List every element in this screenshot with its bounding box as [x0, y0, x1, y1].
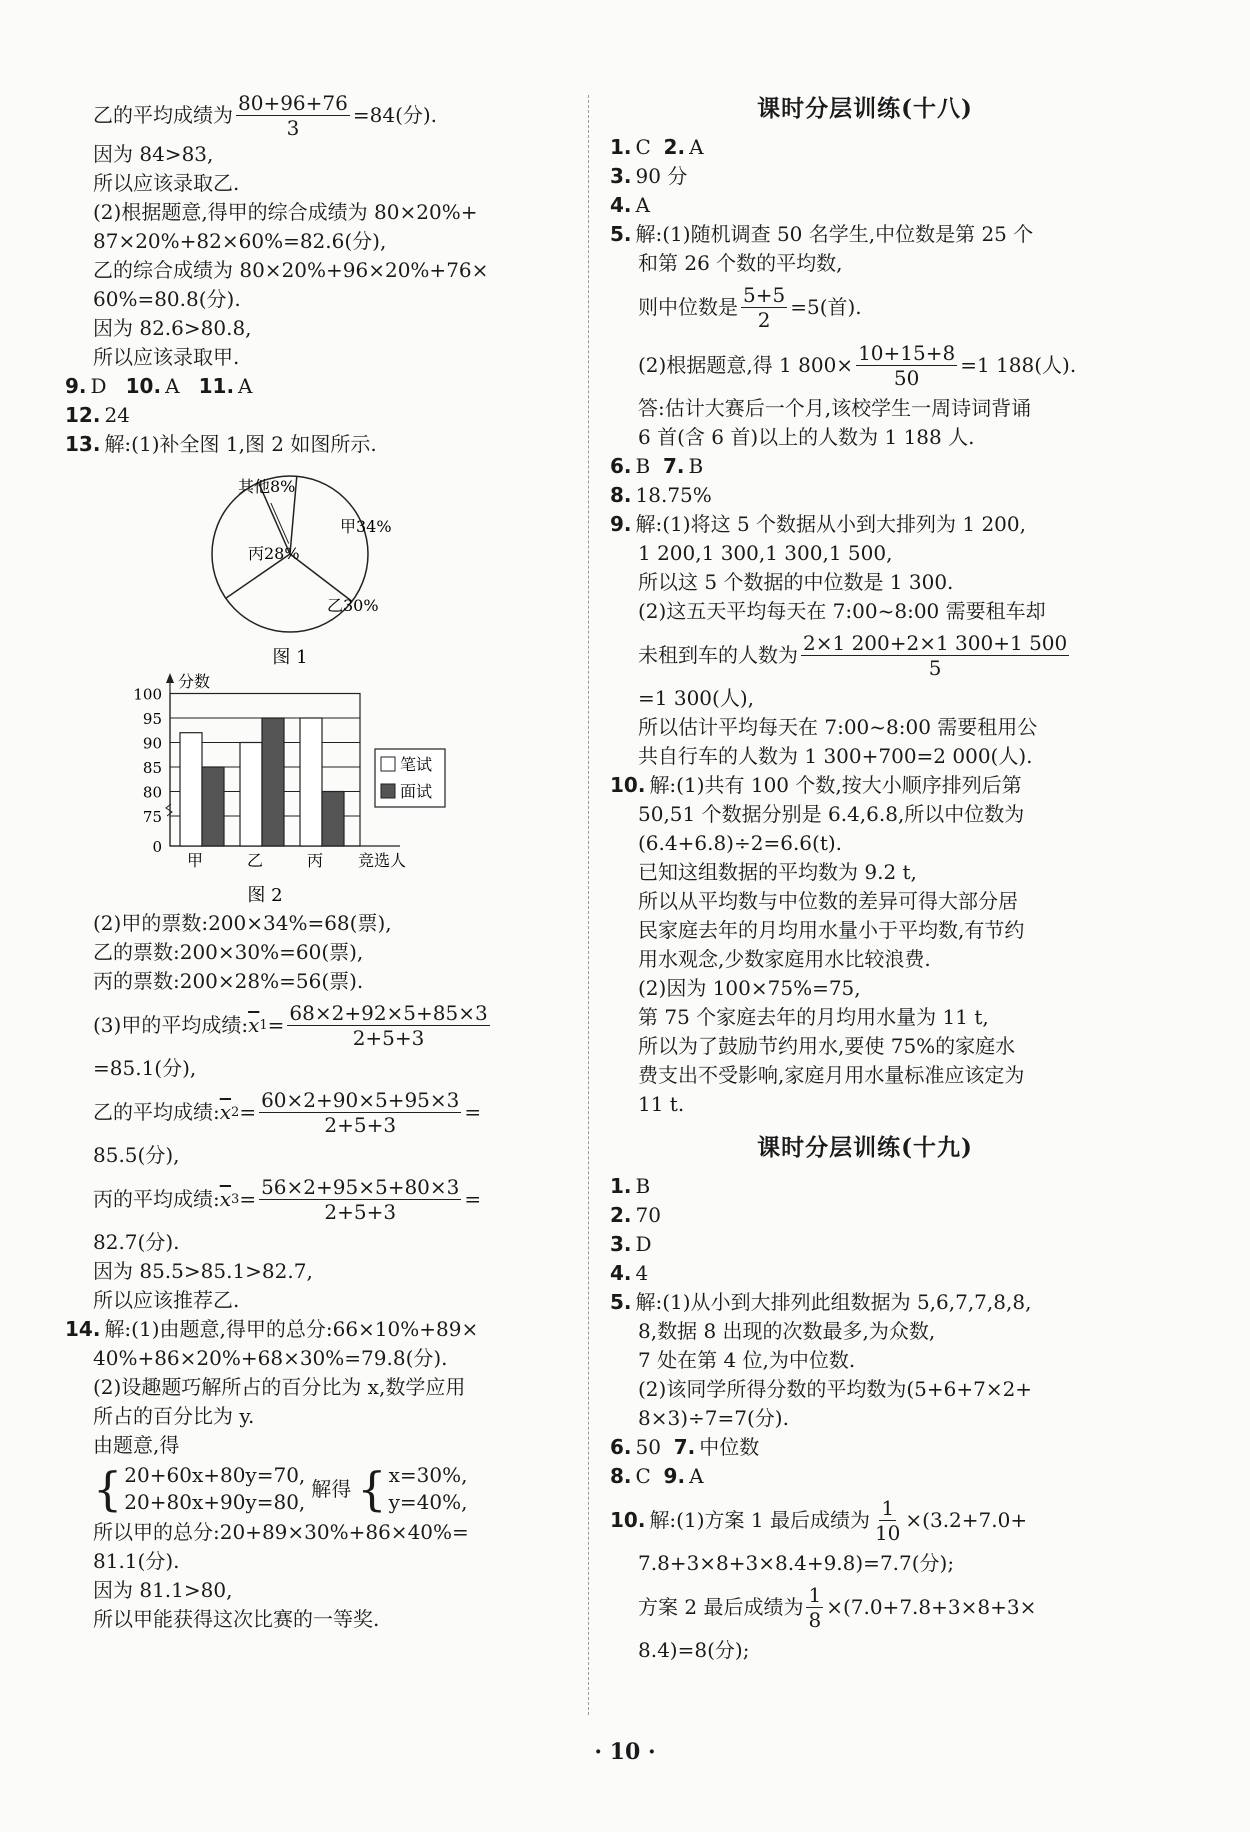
answer-13: 13. 解:(1)补全图 1,图 2 如图所示.	[65, 432, 377, 456]
answer-line: 共自行车的人数为 1 300+700=2 000(人).	[638, 744, 1033, 768]
answer-line: (2)根据题意,得甲的综合成绩为 80×20%+	[93, 200, 478, 224]
answer-line: 1 200,1 300,1 300,1 500,	[638, 541, 893, 565]
answer-line: 50,51 个数据分别是 6.4,6.8,所以中位数为	[638, 802, 1025, 826]
x-tick-label: 丙	[306, 851, 324, 870]
x-axis-label: 竞选人	[358, 851, 407, 870]
bar-interview	[262, 718, 284, 846]
answers-1-2: 1. C 2. A	[610, 135, 704, 159]
y-axis-label: 分数	[178, 672, 211, 691]
legend-label: 面试	[400, 782, 433, 801]
answer-2: 2. 70	[610, 1203, 661, 1227]
page-number: · 10 ·	[594, 1739, 656, 1765]
answer-line: 8.4)=8(分);	[638, 1638, 750, 1662]
text: =84(分).	[352, 102, 438, 127]
answer-line: 11 t.	[638, 1092, 685, 1116]
answer-line	[65, 90, 565, 140]
fraction: $\frac{1}{8}$	[808, 1582, 822, 1632]
answer-line: (2)根据题意,得 1 800× $\frac{10+15+8}{50}$ =1 188(人).	[638, 340, 1077, 390]
y-tick-label: 80	[142, 783, 162, 802]
answer-line: (2)甲的票数:200×34%=68(票),	[93, 911, 392, 935]
answer-line: 60%=80.8(分).	[93, 287, 241, 311]
fraction: $\frac{10+15+8}{50}$	[858, 340, 956, 390]
answer-line: 所以应该录取乙.	[93, 171, 240, 195]
answer-line: 所以这 5 个数据的中位数是 1 300.	[638, 570, 954, 594]
answer-line: 81.1(分).	[93, 1549, 180, 1573]
answer-line: (2)设趣题巧解所占的百分比为 x,数学应用	[93, 1375, 466, 1399]
answer-line: 则中位数是 $\frac{5+5}{2}$ =5(首).	[638, 282, 862, 332]
answer-line: 费支出不受影响,家庭月用水量标准应该定为	[638, 1063, 1025, 1087]
x-tick-label: 甲	[186, 851, 204, 870]
mean-line-2: 乙的平均成绩: $\overline{x}$ 2 = $\frac{60\times 2+90\times 5+95\times 3}{2+5+3}$ =	[93, 1087, 482, 1137]
answer-line: 所以甲能获得这次比赛的一等奖.	[93, 1607, 380, 1631]
pie-slice-label: 乙30%	[327, 596, 379, 615]
answer-line: 40%+86×20%+68×30%=79.8(分).	[93, 1346, 448, 1370]
answer-line: (2)这五天平均每天在 7:00~8:00 需要租车却	[638, 599, 1046, 623]
axis-break	[166, 804, 172, 816]
bar-written	[240, 743, 262, 847]
pie-chart-figure	[65, 459, 565, 669]
answer-line: 因为 85.5>85.1>82.7,	[93, 1259, 313, 1283]
bar-written	[300, 718, 322, 846]
answer-line: =1 300(人),	[638, 686, 754, 710]
answers-6-7: 6. 50 7. 中位数	[610, 1435, 760, 1459]
answer-line: 7.8+3×8+3×8.4+9.8)=7.7(分);	[638, 1551, 955, 1575]
fraction: $\frac{2\times 1 200+2\times 1 300+1 500}{5}$	[803, 630, 1068, 680]
answer-line: 85.5(分),	[93, 1143, 180, 1167]
legend-swatch-interview	[381, 784, 395, 798]
fraction: $\frac{68\times 2+92\times 5+85\times 3}{2+5+3}$	[289, 1000, 488, 1050]
answer-9: 9. 解:(1)将这 5 个数据从小到大排列为 1 200,	[610, 512, 1026, 536]
fraction: $\frac{5+5}{2}$	[743, 282, 786, 332]
answer-line: 6 首(含 6 首)以上的人数为 1 188 人.	[638, 425, 975, 449]
answers-9-11: 9. D 10. A 11. A	[65, 374, 253, 398]
answer-line: 82.7(分).	[93, 1230, 180, 1254]
fraction: $\frac{1}{10}$	[874, 1495, 901, 1545]
answer-line: 因为 81.1>80,	[93, 1578, 233, 1602]
pie-slice-label: 其他8%	[238, 477, 296, 496]
answer-line: 所以应该录取甲.	[93, 345, 240, 369]
answer-line: 民家庭去年的月均用水量小于平均数,有节约	[638, 918, 1025, 942]
x-tick-label: 乙	[246, 851, 264, 870]
answer-14: 14. 解:(1)由题意,得甲的总分:66×10%+89×	[65, 1317, 479, 1341]
mean-line-1: (3)甲的平均成绩: $\overline{x}$ 1 = $\frac{68\times 2+92\times 5+85\times 3}{2+5+3}$	[93, 1000, 488, 1050]
y-tick-label: 75	[142, 808, 162, 826]
answer-line: 8×3)÷7=7(分).	[638, 1406, 789, 1430]
answer-line: (2)该同学所得分数的平均数为(5+6+7×2+	[638, 1377, 1033, 1401]
answer-line: 所以估计平均每天在 7:00~8:00 需要租用公	[638, 715, 1038, 739]
answer-line: 丙的票数:200×28%=56(票).	[93, 969, 364, 993]
section-title-19: 课时分层训练(十九)	[757, 1134, 973, 1161]
bar-interview	[202, 767, 224, 846]
pie-slice-label: 甲34%	[340, 517, 392, 536]
answer-3: 3. 90 分	[610, 164, 688, 188]
bar-written	[180, 733, 202, 846]
bar-interview	[322, 792, 344, 847]
answer-line: 乙的票数:200×30%=60(票),	[93, 940, 364, 964]
section-title-18: 课时分层训练(十八)	[757, 95, 973, 122]
pie-caption: 图 1	[272, 647, 308, 668]
answer-3: 3. D	[610, 1232, 652, 1256]
answer-line: 因为 84>83,	[93, 142, 214, 166]
legend-label: 笔试	[400, 755, 433, 774]
answer-line: 7 处在第 4 位,为中位数.	[638, 1348, 856, 1372]
pie-chart	[65, 459, 565, 669]
bar-chart-figure	[65, 669, 565, 909]
answer-5: 5. 解:(1)从小到大排列此组数据为 5,6,7,7,8,8,	[610, 1290, 1032, 1314]
answer-line: (6.4+6.8)÷2=6.6(t).	[638, 831, 843, 855]
y-tick-label: 85	[142, 759, 162, 777]
y-axis-arrow	[166, 673, 174, 683]
answer-line: 所占的百分比为 y.	[93, 1404, 255, 1428]
answer-line: (2)因为 100×75%=75,	[638, 976, 861, 1000]
y-tick-label: 95	[142, 710, 162, 728]
fraction: $\frac{56\times 2+95\times 5+80\times 3}{2+5+3}$	[261, 1174, 460, 1224]
y-tick-label: 90	[142, 734, 162, 753]
answer-line: 用水观念,少数家庭用水比较浪费.	[638, 947, 931, 971]
legend-swatch-written	[381, 757, 395, 771]
answer-line: 因为 82.6>80.8,	[93, 316, 252, 340]
left-column	[65, 90, 565, 1634]
answer-10: 10. 解:(1)方案 1 最后成绩为 $\frac{1}{10}$ ×(3.2+7.0+	[610, 1495, 1028, 1545]
answer-5: 5. 解:(1)随机调查 50 名学生,中位数是第 25 个	[610, 222, 1034, 246]
y-tick-label: 100	[133, 685, 162, 704]
answer-line: 乙的综合成绩为 80×20%+96×20%+76×	[93, 258, 489, 282]
answer-line: 答:估计大赛后一个月,该校学生一周诗词背诵	[638, 396, 1032, 420]
answer-line: 所以甲的总分:20+89×30%+86×40%=	[93, 1520, 469, 1544]
answer-line: =85.1(分),	[93, 1056, 197, 1080]
answer-line: 所以从平均数与中位数的差异可得大部分居	[638, 889, 1018, 913]
answer-4: 4. 4	[610, 1261, 649, 1285]
answer-line: 所以应该推荐乙.	[93, 1288, 240, 1312]
answer-line: 87×20%+82×60%=82.6(分),	[93, 229, 387, 253]
y-tick-label: 0	[152, 838, 162, 856]
answer-1: 1. B	[610, 1174, 651, 1198]
answers-6-7: 6. B 7. B	[610, 454, 704, 478]
answer-line: 和第 26 个数的平均数,	[638, 251, 843, 275]
equation-system: { 20+60x+80y=70, 20+80x+90y=80, 解得 { x=30%, y=40%,	[93, 1462, 468, 1516]
fraction: $\frac{60\times 2+90\times 5+95\times 3}{2+5+3}$	[261, 1087, 460, 1137]
right-column	[610, 90, 1120, 1665]
answer-4: 4. A	[610, 193, 650, 217]
answer-line: 由题意,得	[93, 1433, 180, 1457]
answer-10: 10. 解:(1)共有 100 个数,按大小顺序排列后第	[610, 773, 1022, 797]
mean-line-3: 丙的平均成绩: $\overline{x}$ 3 = $\frac{56\times 2+95\times 5+80\times 3}{2+5+3}$ =	[93, 1174, 482, 1224]
answer-line: 8,数据 8 出现的次数最多,为众数,	[638, 1319, 936, 1343]
answer-12: 12. 24	[65, 403, 130, 427]
answer-line: 所以为了鼓励节约用水,要使 75%的家庭水	[638, 1034, 1016, 1058]
bar-chart	[65, 669, 565, 909]
answer-line: 方案 2 最后成绩为 $\frac{1}{8}$ ×(7.0+7.8+3×8+3×	[638, 1582, 1037, 1632]
column-divider	[588, 95, 589, 1715]
answer-line: 已知这组数据的平均数为 9.2 t,	[638, 860, 917, 884]
answer-line: 未租到车的人数为 $\frac{2\times 1 200+2\times 1 300+1 500}{5}$	[638, 630, 1068, 680]
pie-slice-edge	[271, 503, 289, 544]
fraction: $\frac{80+96+76}{3}$	[238, 90, 348, 140]
text: 乙的平均成绩为	[93, 102, 233, 127]
pie-slice-label: 丙28%	[248, 544, 300, 563]
answer-8: 8. 18.75%	[610, 483, 712, 507]
answer-line: 第 75 个家庭去年的月均用水量为 11 t,	[638, 1005, 989, 1029]
bar-caption: 图 2	[247, 885, 283, 906]
answers-8-9: 8. C 9. A	[610, 1464, 704, 1488]
